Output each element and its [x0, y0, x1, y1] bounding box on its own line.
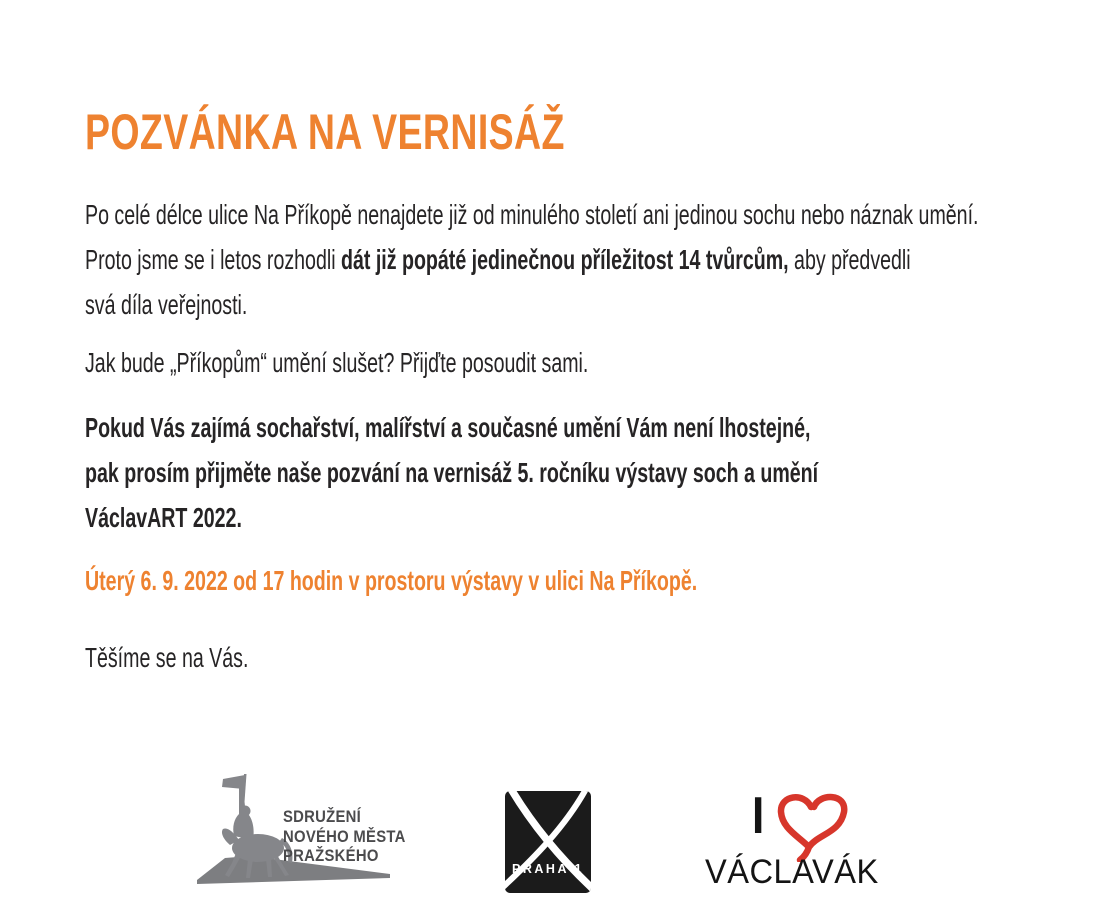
closing-text: Těšíme se na Vás.: [85, 642, 249, 673]
sdruzeni-logo-text: [283, 808, 406, 867]
closing-paragraph: [85, 635, 248, 680]
sdruzeni-line-2: NOVÉHO MĚSTA: [283, 827, 406, 846]
intro-text: svá díla veřejnosti.: [85, 289, 248, 320]
invitation-text: Pokud Vás zajímá sochařství, malířství a současné umění Vám není lhostejné,: [85, 412, 811, 443]
invitation-text: VáclavART 2022.: [85, 502, 242, 533]
page-title: POZVÁNKA NA VERNISÁŽ: [85, 104, 565, 160]
logo-praha1: [505, 791, 591, 893]
heart-icon: [773, 788, 855, 862]
logo-i-love-vaclavak: [705, 788, 895, 903]
logo-sdruzeni-noveho-mesta: [195, 768, 425, 888]
invitation-line-2: [85, 450, 818, 495]
event-date-text: Úterý 6. 9. 2022 od 17 hodin v prostoru výstavy v ulici Na Příkopě.: [85, 565, 698, 596]
praha1-label: PRAHA 1: [512, 862, 584, 876]
question-line: [85, 340, 588, 385]
intro-paragraph: [85, 192, 978, 327]
vaclavak-i-letter: I: [752, 787, 765, 845]
event-date-line: [85, 558, 697, 603]
intro-text: Proto jsme se i letos rozhodli: [85, 244, 342, 275]
invitation-text: pak prosím přijměte naše pozvání na vernisáž 5. ročníku výstavy soch a umění: [85, 457, 819, 488]
question-text: Jak bude „Příkopům“ umění slušet? Přijďte posoudit sami.: [85, 347, 589, 378]
intro-line-3: [85, 282, 978, 327]
question-paragraph: [85, 340, 588, 385]
vaclavak-word: VÁCLAVÁK: [705, 853, 879, 891]
sdruzeni-line-3: PRAŽSKÉHO: [283, 847, 379, 865]
sdruzeni-line-1: SDRUŽENÍ: [283, 808, 362, 826]
intro-line-1: [85, 192, 978, 237]
intro-line-2: [85, 237, 978, 282]
invitation-paragraph: [85, 405, 818, 540]
intro-text: aby předvedli: [788, 244, 911, 275]
closing-line: [85, 635, 248, 680]
invitation-line-3: [85, 495, 818, 540]
intro-bold-text: dát již popáté jedinečnou příležitost 14 tvůrcům,: [341, 244, 789, 275]
invitation-line-1: [85, 405, 818, 450]
praha1-cross-icon: [505, 791, 591, 893]
event-date-text-line: [85, 558, 697, 603]
intro-text: Po celé délce ulice Na Příkopě nenajdete již od minulého století ani jedinou sochu nebo náznak umění.: [85, 199, 979, 230]
